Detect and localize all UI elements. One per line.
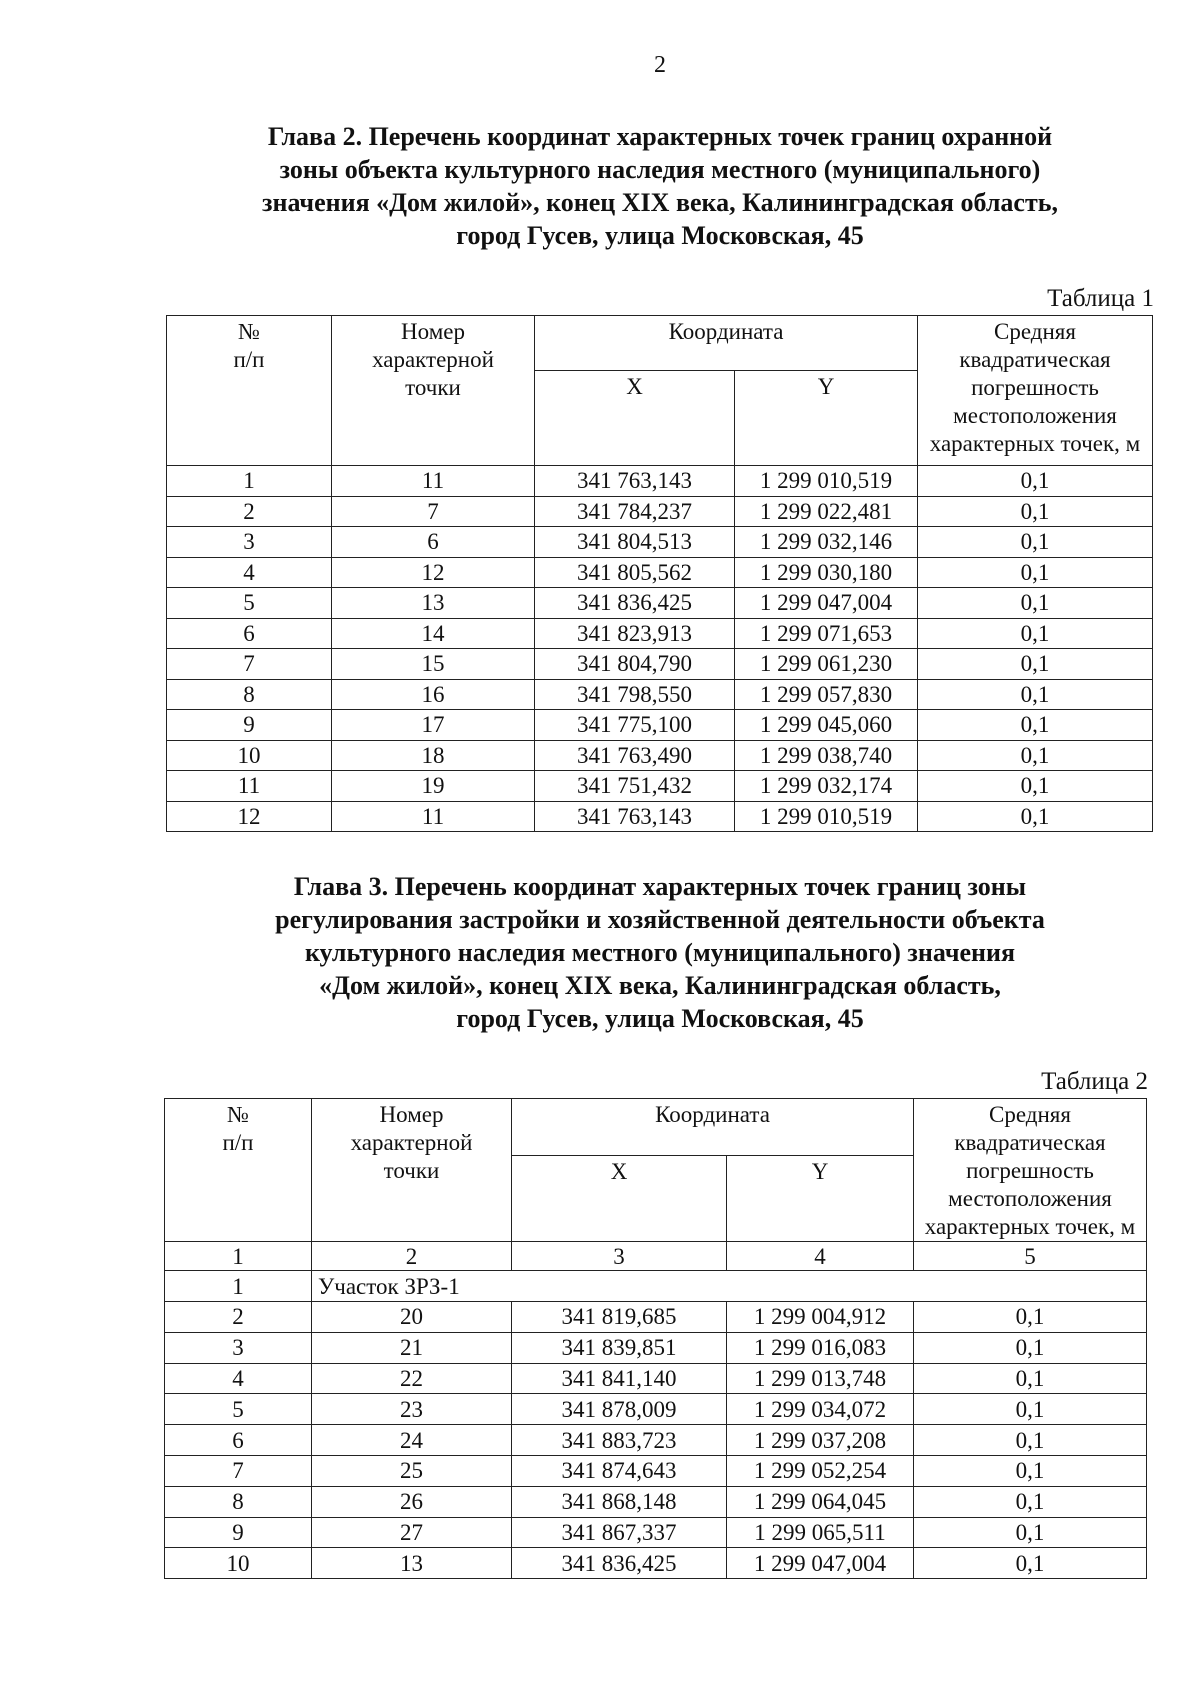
cell-y: 1 299 034,072: [727, 1394, 914, 1425]
table-row: [167, 527, 1153, 558]
table-row: [167, 740, 1153, 771]
cell-x: 341 775,100: [535, 710, 735, 741]
cell-num: 9: [165, 1517, 312, 1548]
cell-y: 1 299 022,481: [735, 496, 918, 527]
cell-error: 0,1: [918, 740, 1153, 771]
cell-y: 1 299 030,180: [735, 557, 918, 588]
cell-point: 22: [312, 1363, 512, 1394]
table-row: [165, 1363, 1147, 1394]
column-number: 3: [512, 1242, 727, 1271]
cell-error: 0,1: [914, 1486, 1147, 1517]
cell-y: 1 299 010,519: [735, 466, 918, 497]
cell-point: 6: [332, 527, 535, 558]
cell-point: 19: [332, 771, 535, 802]
cell-error: 0,1: [914, 1363, 1147, 1394]
table-1-caption: Таблица 1: [1047, 285, 1154, 312]
chapter-3-title: [0, 870, 1200, 1035]
table-row: [165, 1332, 1147, 1363]
cell-y: 1 299 038,740: [735, 740, 918, 771]
cell-x: 341 805,562: [535, 557, 735, 588]
cell-error: 0,1: [918, 801, 1153, 832]
cell-point: 13: [332, 588, 535, 619]
cell-num: 3: [165, 1332, 312, 1363]
cell-error: 0,1: [918, 557, 1153, 588]
cell-point: 15: [332, 649, 535, 680]
column-number: 4: [727, 1242, 914, 1271]
header-point: Номер характерной точки: [332, 316, 535, 466]
column-number-row: [165, 1242, 1147, 1271]
cell-point: 14: [332, 618, 535, 649]
cell-num: 8: [167, 679, 332, 710]
cell-point: 25: [312, 1455, 512, 1486]
section-row: [165, 1271, 1147, 1302]
cell-point: 18: [332, 740, 535, 771]
cell-num: 1: [167, 466, 332, 497]
cell-point: 13: [312, 1548, 512, 1579]
cell-point: 20: [312, 1302, 512, 1333]
chapter-3-title-line: регулирования застройки и хозяйственной деятельности объекта: [275, 905, 1045, 934]
table-row: [167, 618, 1153, 649]
cell-num: 5: [165, 1394, 312, 1425]
cell-x: 341 839,851: [512, 1332, 727, 1363]
cell-y: 1 299 057,830: [735, 679, 918, 710]
cell-num: 5: [167, 588, 332, 619]
cell-error: 0,1: [918, 618, 1153, 649]
table-row: [167, 496, 1153, 527]
cell-x: 341 836,425: [512, 1548, 727, 1579]
chapter-2-title-line: зоны объекта культурного наследия местного (муниципального): [279, 155, 1041, 184]
cell-point: 23: [312, 1394, 512, 1425]
cell-point: 16: [332, 679, 535, 710]
cell-x: 341 883,723: [512, 1425, 727, 1456]
chapter-3-title-line: «Дом жилой», конец XIX века, Калининградская область,: [319, 971, 1001, 1000]
cell-point: 7: [332, 496, 535, 527]
header-error: Средняя квадратическая погрешность местоположения характерных точек, м: [914, 1099, 1147, 1242]
cell-y: 1 299 013,748: [727, 1363, 914, 1394]
cell-num: 9: [167, 710, 332, 741]
table-row: [165, 1425, 1147, 1456]
table-row: [167, 649, 1153, 680]
cell-error: 0,1: [914, 1394, 1147, 1425]
page-number: 2: [654, 52, 666, 78]
cell-y: 1 299 061,230: [735, 649, 918, 680]
table-row: [167, 588, 1153, 619]
cell-x: 341 751,432: [535, 771, 735, 802]
cell-y: 1 299 037,208: [727, 1425, 914, 1456]
cell-error: 0,1: [914, 1548, 1147, 1579]
table-row: [167, 466, 1153, 497]
cell-error: 0,1: [918, 466, 1153, 497]
cell-x: 341 841,140: [512, 1363, 727, 1394]
cell-point: 24: [312, 1425, 512, 1456]
cell-error: 0,1: [914, 1517, 1147, 1548]
cell-y: 1 299 016,083: [727, 1332, 914, 1363]
cell-error: 0,1: [918, 527, 1153, 558]
cell-num: 4: [165, 1363, 312, 1394]
cell-num: 2: [167, 496, 332, 527]
column-number: 1: [165, 1242, 312, 1271]
table-row: [165, 1394, 1147, 1425]
cell-num: 7: [167, 649, 332, 680]
chapter-3-title-line: культурного наследия местного (муниципального) значения: [304, 938, 1016, 967]
cell-x: 341 836,425: [535, 588, 735, 619]
cell-x: 341 874,643: [512, 1455, 727, 1486]
cell-y: 1 299 064,045: [727, 1486, 914, 1517]
cell-num: 7: [165, 1455, 312, 1486]
table-row: [165, 1517, 1147, 1548]
table-row: [167, 801, 1153, 832]
table-2: [164, 1098, 1147, 1579]
table-row: [165, 1455, 1147, 1486]
header-y: Y: [735, 371, 918, 466]
column-number: 2: [312, 1242, 512, 1271]
cell-error: 0,1: [914, 1455, 1147, 1486]
cell-num: 4: [167, 557, 332, 588]
cell-x: 341 763,143: [535, 801, 735, 832]
header-x: X: [535, 371, 735, 466]
header-x: X: [512, 1155, 727, 1241]
header-num: № п/п: [167, 316, 332, 466]
cell-num: 8: [165, 1486, 312, 1517]
cell-num: 3: [167, 527, 332, 558]
cell-y: 1 299 010,519: [735, 801, 918, 832]
cell-num: 2: [165, 1302, 312, 1333]
cell-x: 341 868,148: [512, 1486, 727, 1517]
header-num: № п/п: [165, 1099, 312, 1242]
cell-error: 0,1: [918, 588, 1153, 619]
cell-y: 1 299 065,511: [727, 1517, 914, 1548]
cell-point: 27: [312, 1517, 512, 1548]
cell-error: 0,1: [918, 649, 1153, 680]
table-row: [167, 679, 1153, 710]
header-point: Номер характерной точки: [312, 1099, 512, 1242]
cell-y: 1 299 071,653: [735, 618, 918, 649]
cell-x: 341 804,790: [535, 649, 735, 680]
cell-x: 341 784,237: [535, 496, 735, 527]
cell-error: 0,1: [918, 771, 1153, 802]
cell-x: 341 798,550: [535, 679, 735, 710]
cell-num: 6: [165, 1425, 312, 1456]
cell-point: 21: [312, 1332, 512, 1363]
cell-num: 10: [165, 1548, 312, 1579]
cell-y: 1 299 047,004: [727, 1548, 914, 1579]
cell-num: 11: [167, 771, 332, 802]
cell-y: 1 299 052,254: [727, 1455, 914, 1486]
cell-point: 11: [332, 801, 535, 832]
header-y: Y: [727, 1155, 914, 1241]
table-row: [167, 557, 1153, 588]
cell-num: 10: [167, 740, 332, 771]
header-coordinate: Координата: [512, 1099, 914, 1156]
table-2-caption: Таблица 2: [1041, 1068, 1148, 1095]
cell-y: 1 299 004,912: [727, 1302, 914, 1333]
table-row: [165, 1486, 1147, 1517]
cell-num: 6: [167, 618, 332, 649]
table-row: [165, 1548, 1147, 1579]
cell-x: 341 804,513: [535, 527, 735, 558]
cell-x: 341 823,913: [535, 618, 735, 649]
table-row: [165, 1302, 1147, 1333]
chapter-3-title-line: Глава 3. Перечень координат характерных точек границ зоны: [293, 872, 1027, 901]
cell-y: 1 299 032,174: [735, 771, 918, 802]
header-coordinate: Координата: [535, 316, 918, 371]
cell-error: 0,1: [918, 679, 1153, 710]
chapter-2-title-line: город Гусев, улица Московская, 45: [456, 221, 864, 250]
cell-num: 12: [167, 801, 332, 832]
cell-error: 0,1: [918, 496, 1153, 527]
cell-x: 341 878,009: [512, 1394, 727, 1425]
cell-error: 0,1: [914, 1302, 1147, 1333]
chapter-3-title-line: город Гусев, улица Московская, 45: [456, 1004, 864, 1033]
cell-y: 1 299 045,060: [735, 710, 918, 741]
cell-error: 0,1: [918, 710, 1153, 741]
cell-x: 341 763,490: [535, 740, 735, 771]
cell-x: 341 763,143: [535, 466, 735, 497]
chapter-2-title: [0, 120, 1200, 252]
cell-x: 341 867,337: [512, 1517, 727, 1548]
cell-y: 1 299 047,004: [735, 588, 918, 619]
chapter-2-title-line: Глава 2. Перечень координат характерных точек границ охранной: [267, 122, 1053, 151]
cell-error: 0,1: [914, 1332, 1147, 1363]
column-number: 5: [914, 1242, 1147, 1271]
chapter-2-title-line: значения «Дом жилой», конец XIX века, Калининградская область,: [262, 188, 1058, 217]
table-row: [167, 771, 1153, 802]
cell-point: 11: [332, 466, 535, 497]
cell-point: 26: [312, 1486, 512, 1517]
cell-point: 12: [332, 557, 535, 588]
header-error: Средняя квадратическая погрешность местоположения характерных точек, м: [918, 316, 1153, 466]
cell-x: 341 819,685: [512, 1302, 727, 1333]
section-row-label: Участок ЗРЗ-1: [312, 1271, 1147, 1302]
cell-point: 17: [332, 710, 535, 741]
section-row-num: 1: [165, 1271, 312, 1302]
table-row: [167, 710, 1153, 741]
cell-error: 0,1: [914, 1425, 1147, 1456]
table-1: [166, 315, 1153, 832]
cell-y: 1 299 032,146: [735, 527, 918, 558]
